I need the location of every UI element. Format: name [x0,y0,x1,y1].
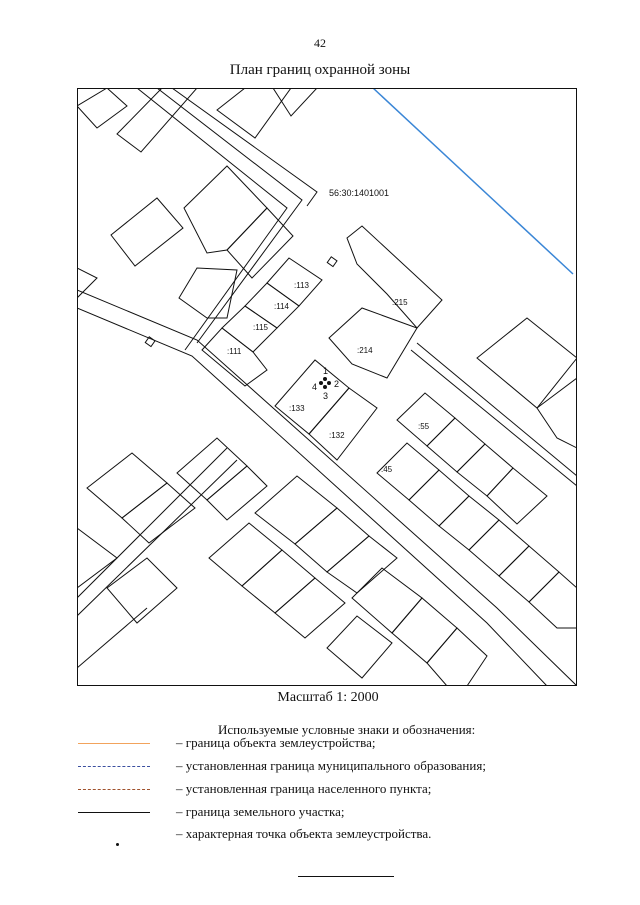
parcel-114 [245,283,299,328]
point-label-1: 1 [323,366,329,376]
legend-item-settlement-boundary [78,781,598,797]
parcel-label-111: :111 [227,347,242,356]
legend-swatch-characteristic-point [116,843,119,846]
legend-label: – граница объекта землеустройства; [176,735,376,750]
cadastral-quarter-label: 56:30:1401001 [329,188,390,198]
parcel-115 [222,306,277,352]
point-label-4: 4 [312,382,318,392]
legend-item-land-parcel-boundary [78,804,598,820]
parcel-label-132: :132 [329,431,345,440]
legend-label: – установленная граница населенного пункта; [176,781,432,796]
characteristic-points [319,377,331,389]
parcel-label-215: :215 [392,298,408,307]
parcel-label-115: :115 [253,323,268,332]
legend-label: – установленная граница муниципального образования; [176,758,486,773]
lower-road [77,448,237,668]
upper-road [137,88,317,350]
map-scale: Масштаб 1: 2000 [277,690,379,705]
parcel-label-133: :133 [289,404,305,413]
parcel-214 [329,308,417,378]
legend-swatch-municipal-boundary [78,766,150,767]
page-number: 42 [314,36,326,50]
parcel-label-214: :214 [357,346,373,355]
point-label-2: 2 [334,379,340,389]
parcel-label-45: :45 [381,465,393,474]
municipal-border-line [373,88,573,274]
parcel-215 [347,226,442,328]
legend-item-project-boundary [78,735,598,751]
main-road [77,290,577,686]
point-label-3: 3 [323,391,329,401]
legend-swatch-settlement-boundary [78,789,150,790]
parcel-label-114: :114 [274,302,289,311]
legend-item-characteristic-point [78,826,598,842]
legend-label: – характерная точка объекта землеустройства. [176,826,432,841]
boundary-map [77,88,577,686]
legend-swatch-land-parcel-boundary [78,812,150,813]
right-road [411,343,577,486]
parcel-133 [275,360,349,434]
parcel-111 [202,328,267,386]
legend-heading: Используемые условные знаки и обозначения: [218,722,476,737]
legend-label: – граница земельного участка; [176,804,345,819]
legend-swatch-project-boundary [78,743,150,744]
footer-divider [298,876,394,877]
page-title: План границ охранной зоны [229,62,411,78]
parcel-label-55: :55 [418,422,430,431]
parcel-label-113: :113 [294,281,309,290]
legend-item-municipal-boundary [78,758,598,774]
